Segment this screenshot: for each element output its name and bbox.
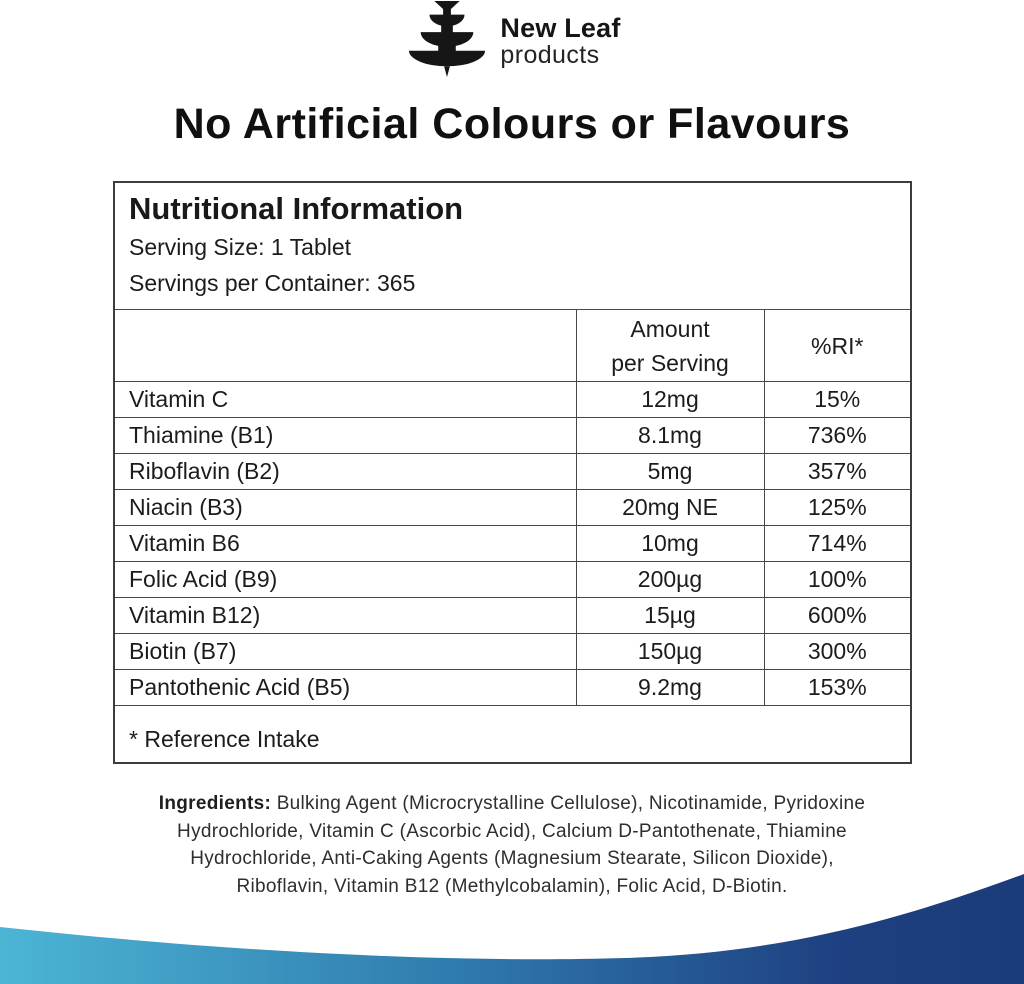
nutrient-amount: 15µg (576, 598, 764, 634)
nutrient-ri: 15% (764, 382, 911, 418)
col-header-amount-line2: per Serving (611, 349, 729, 376)
brand-subname: products (500, 40, 600, 69)
column-header-row (114, 310, 911, 382)
col-header-amount (576, 310, 764, 382)
nutrient-amount: 12mg (576, 382, 764, 418)
col-header-ri: %RI* (764, 310, 911, 382)
nutrient-ri: 153% (764, 670, 911, 706)
table-row (114, 670, 911, 706)
table-header-cell (114, 182, 911, 310)
nutrient-name: Biotin (B7) (114, 634, 576, 670)
ingredients-text: Bulking Agent (Microcrystalline Cellulose), Nicotinamide, Pyridoxine (271, 793, 866, 814)
nutrient-name: Niacin (B3) (114, 490, 576, 526)
table-title: Nutritional Information (129, 191, 464, 226)
brand-name: New Leaf (500, 13, 621, 43)
nutrient-ri: 300% (764, 634, 911, 670)
ingredients-line: Riboflavin, Vitamin B12 (Methylcobalamin), Folic Acid, D-Biotin. (236, 875, 788, 897)
nutrient-ri: 125% (764, 490, 911, 526)
table-row (114, 562, 911, 598)
footnote-row (114, 706, 911, 763)
nutrient-name: Folic Acid (B9) (114, 562, 576, 598)
nutrient-amount: 9.2mg (576, 670, 764, 706)
headline: No Artificial Colours or Flavours (173, 100, 851, 148)
wave-decoration (0, 864, 1024, 984)
nutrient-amount: 150µg (576, 634, 764, 670)
nutrient-amount: 10mg (576, 526, 764, 562)
reference-intake-note: * Reference Intake (114, 706, 911, 763)
brand-header (0, 0, 1024, 78)
ingredients-line: Hydrochloride, Vitamin C (Ascorbic Acid), Calcium D-Pantothenate, Thiamine (177, 820, 847, 842)
table-row (114, 418, 911, 454)
tiered-tree-icon (403, 0, 491, 78)
serving-size: Serving Size: 1 Tablet (129, 234, 352, 260)
table-row (114, 526, 911, 562)
ingredients-line: Hydrochloride, Anti-Caking Agents (Magnesium Stearate, Silicon Dioxide), (190, 848, 834, 869)
nutrient-name: Pantothenic Acid (B5) (114, 670, 576, 706)
table-row (114, 454, 911, 490)
nutrient-ri: 736% (764, 418, 911, 454)
table-row (114, 598, 911, 634)
table-row (114, 634, 911, 670)
nutrient-name: Riboflavin (B2) (114, 454, 576, 490)
nutrient-name: Thiamine (B1) (114, 418, 576, 454)
table-row (114, 382, 911, 418)
col-header-empty (114, 310, 576, 382)
servings-per-container: Servings per Container: 365 (129, 270, 416, 296)
nutrient-amount: 5mg (576, 454, 764, 490)
nutrient-ri: 357% (764, 454, 911, 490)
nutrient-amount: 8.1mg (576, 418, 764, 454)
nutrient-amount: 200µg (576, 562, 764, 598)
table-header-block (114, 182, 911, 310)
col-header-amount-line1: Amount (630, 315, 710, 342)
table-row (114, 490, 911, 526)
nutrient-amount: 20mg NE (576, 490, 764, 526)
nutrient-ri: 600% (764, 598, 911, 634)
nutrient-name: Vitamin C (114, 382, 576, 418)
nutrient-ri: 100% (764, 562, 911, 598)
ingredients-line (0, 790, 1024, 818)
ingredients-label: Ingredients: (158, 793, 272, 814)
nutrient-name: Vitamin B6 (114, 526, 576, 562)
brand-text (500, 15, 620, 68)
nutrition-table (113, 181, 912, 764)
nutrient-ri: 714% (764, 526, 911, 562)
nutrient-name: Vitamin B12) (114, 598, 576, 634)
